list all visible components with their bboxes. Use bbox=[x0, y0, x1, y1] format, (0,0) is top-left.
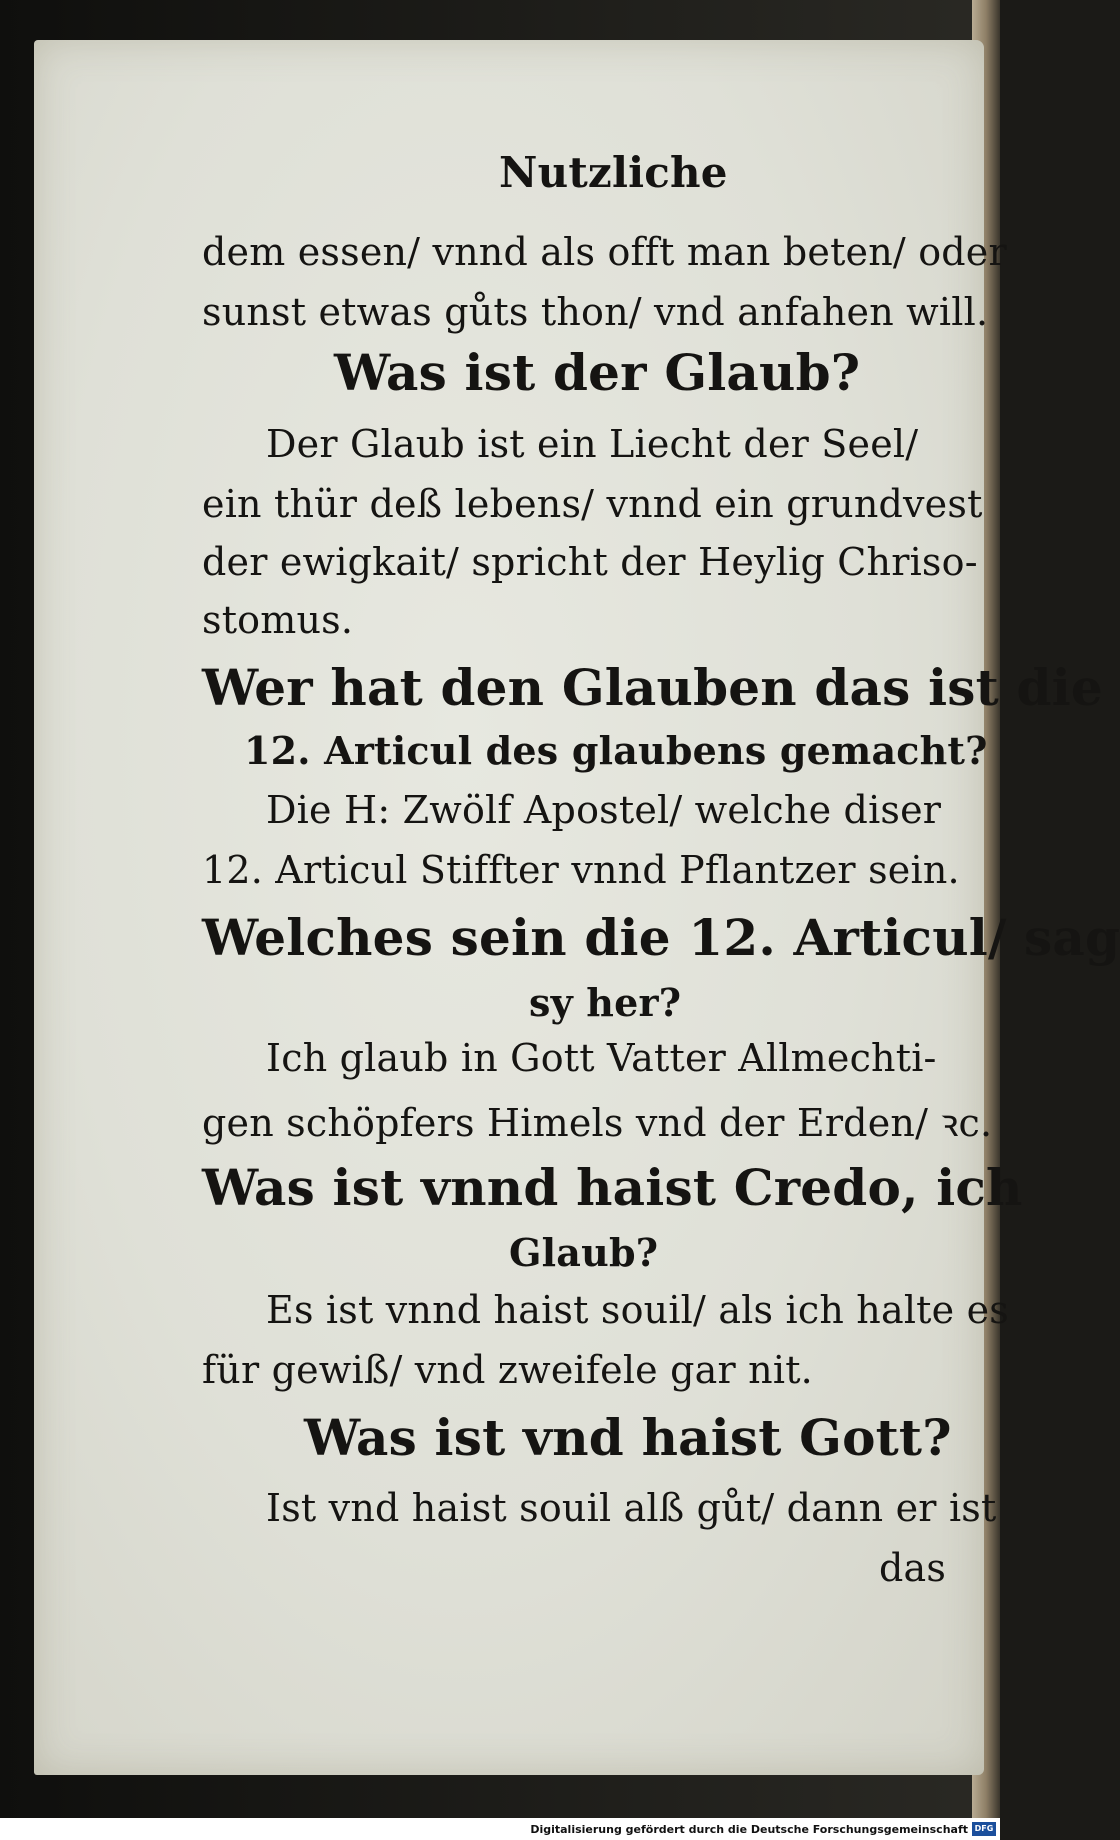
question-heading-4: Was ist vnnd haist Credo, ich bbox=[202, 1158, 1023, 1217]
text-line-8: 12. Articul Stiffter vnnd Pflantzer sein. bbox=[202, 848, 960, 892]
dfg-logo: DFG bbox=[972, 1822, 996, 1836]
text-line-10: gen schöpfers Himels vnd der Erden/ ꝛc. bbox=[202, 1101, 993, 1145]
question-heading-3-cont: sy her? bbox=[529, 980, 682, 1025]
text-line-9: Ich glaub in Gott Vatter Allmechti- bbox=[266, 1036, 937, 1080]
text-line-3: Der Glaub ist ein Liecht der Seel/ bbox=[266, 422, 919, 466]
text-line-1: dem essen/ vnnd als offt man beten/ oder bbox=[202, 230, 1007, 274]
text-line-11: Es ist vnnd haist souil/ als ich halte es bbox=[266, 1288, 1010, 1332]
running-head: Nutzliche bbox=[499, 148, 728, 197]
footer-credit: Digitalisierung gefördert durch die Deutsche Forschungsgemeinschaft bbox=[530, 1823, 968, 1836]
text-line-6: stomus. bbox=[202, 598, 354, 642]
text-line-12: für gewiß/ vnd zweifele gar nit. bbox=[202, 1348, 813, 1392]
text-line-4: ein thür deß lebens/ vnnd ein grundvest bbox=[202, 482, 983, 526]
text-line-2: sunst etwas gůts thon/ vnd anfahen will. bbox=[202, 290, 989, 334]
question-heading-2-cont: 12. Articul des glaubens gemacht? bbox=[244, 728, 988, 773]
catchword: das bbox=[879, 1546, 947, 1590]
text-line-13: Ist vnd haist souil alß gůt/ dann er ist bbox=[266, 1486, 997, 1530]
question-heading-2: Wer hat den Glauben das ist die bbox=[202, 658, 1103, 717]
footer-bar bbox=[0, 1818, 1000, 1840]
text-line-7: Die H: Zwölf Apostel/ welche diser bbox=[266, 788, 942, 832]
text-line-5: der ewigkait/ spricht der Heylig Chriso- bbox=[202, 540, 978, 584]
question-heading-4-cont: Glaub? bbox=[509, 1230, 659, 1275]
book-page bbox=[34, 40, 1120, 1775]
question-heading-1: Was ist der Glaub? bbox=[334, 343, 861, 402]
question-heading-5: Was ist vnd haist Gott? bbox=[304, 1408, 952, 1467]
question-heading-3: Welches sein die 12. Articul/ sag bbox=[202, 908, 1120, 967]
